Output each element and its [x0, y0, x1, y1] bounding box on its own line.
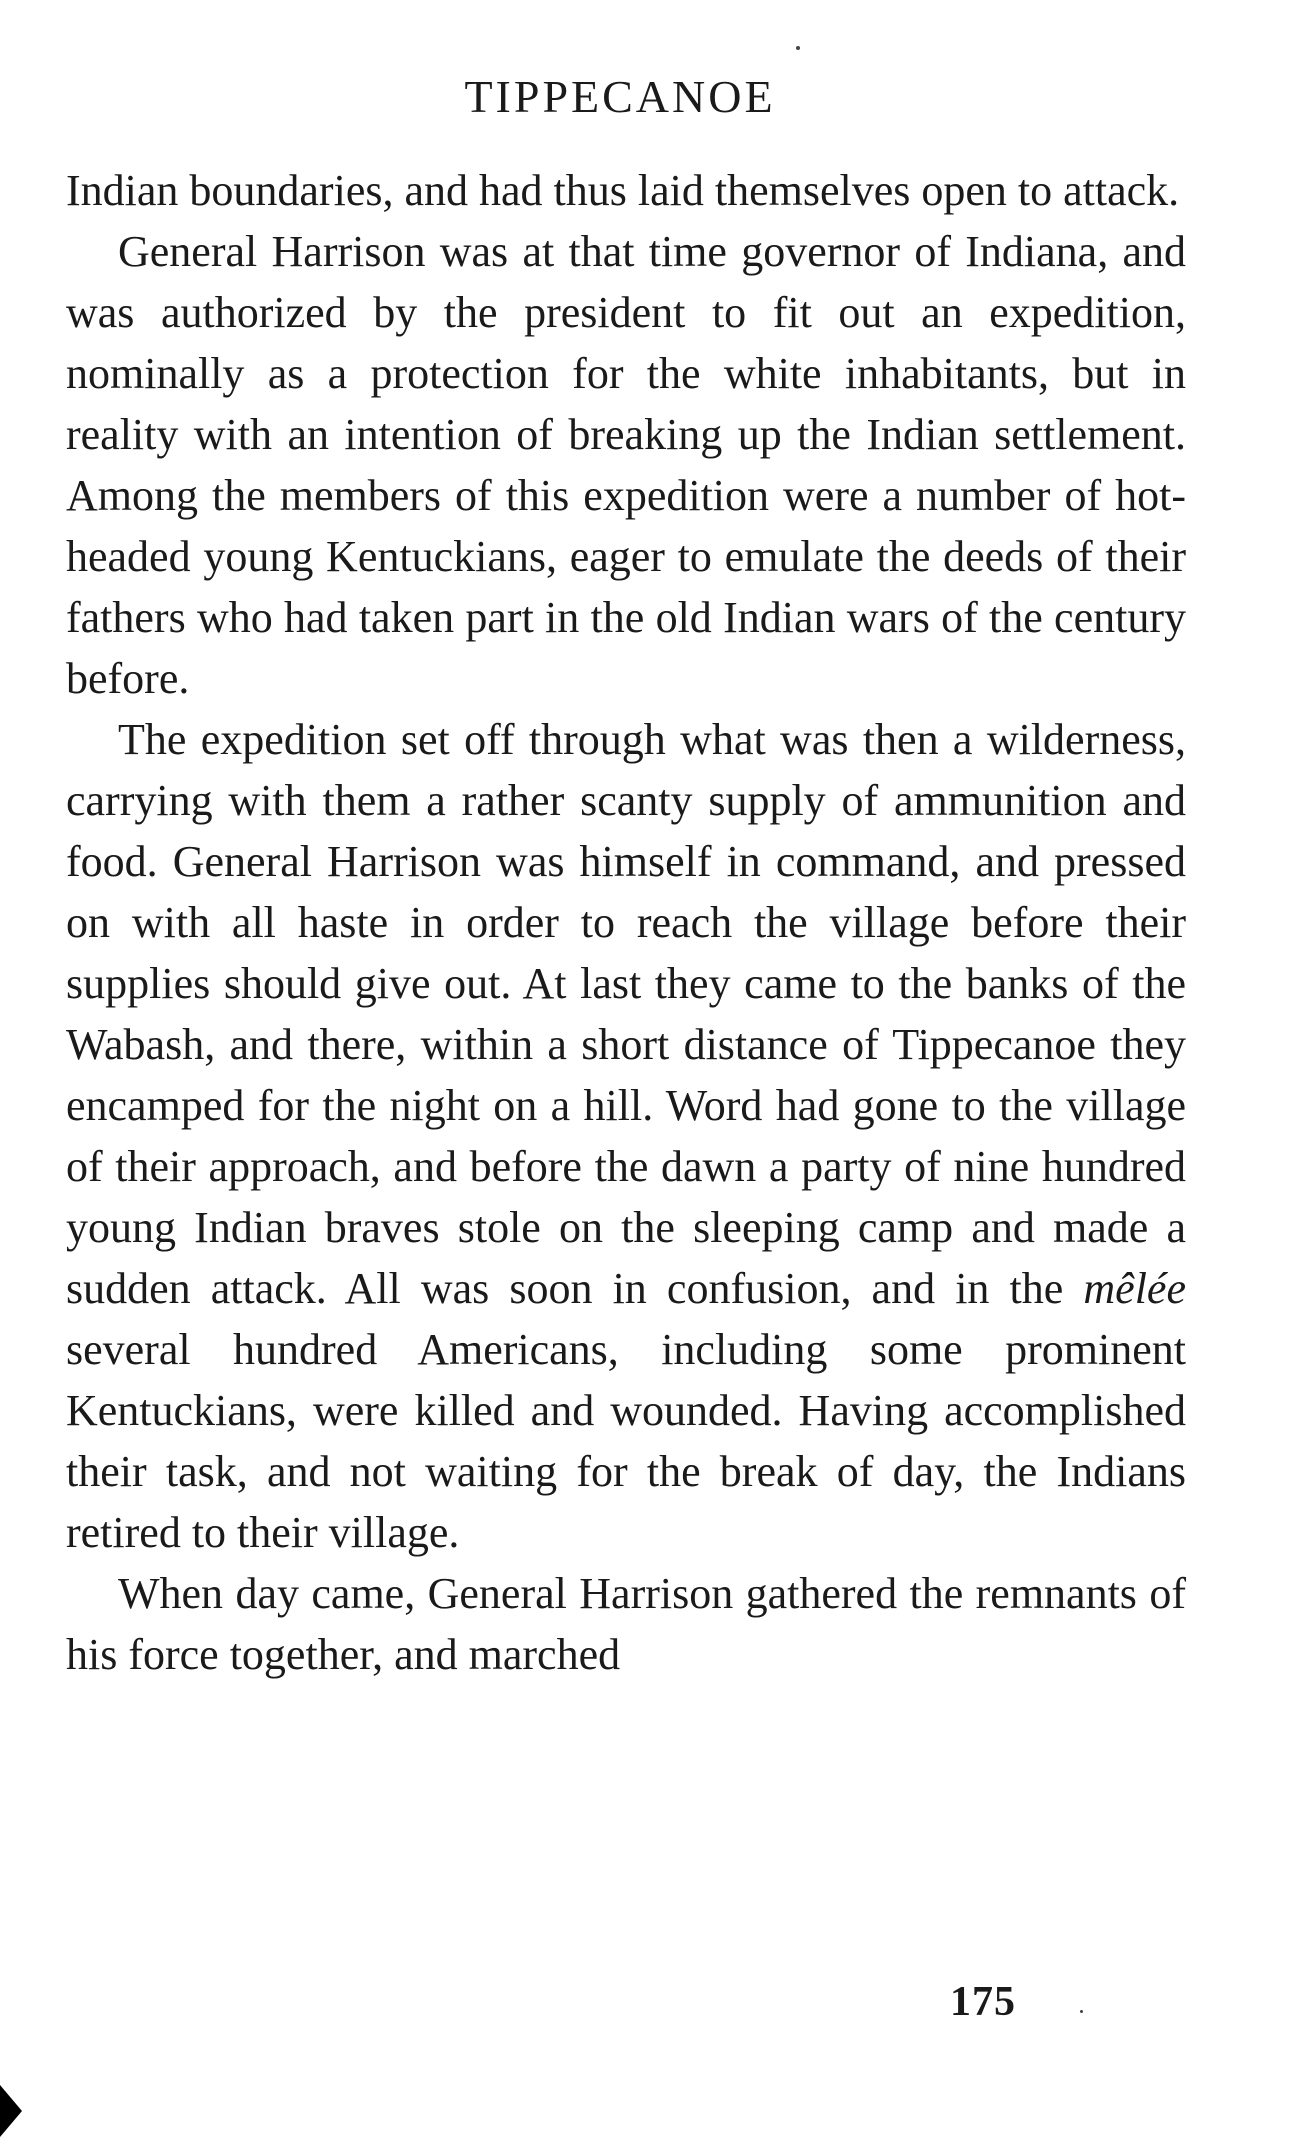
- running-head: TIPPECANOE: [464, 71, 776, 122]
- paragraph-2-text: General Harrison was at that time governor of Indiana, and was authorized by the president to fit out an expedition, nominally as a protection for the white inhabitants, but in reality with an intention of breaking up the Indian settlement. Among the members of this expedition were a number of hot-headed young Kentuckians, eager to emulate the deeds of their fathers who had taken part in the old Indian wars of the century before.: [66, 227, 1186, 703]
- paragraph-3-text-after: several hundred Americans, including some prominent Kentuckians, were killed and wounded. Having accomplished their task, and not waiting for the break of day, the Indians retired to their village.: [66, 1325, 1186, 1557]
- scan-corner-mark: [0, 2085, 22, 2137]
- paragraph-2: [66, 221, 1186, 709]
- paragraph-1: [66, 160, 1186, 221]
- paragraph-1-text: Indian boundaries, and had thus laid themselves open to attack.: [66, 166, 1180, 215]
- paragraph-4-text: When day came, General Harrison gathered the remnants of his force together, and marched: [66, 1569, 1186, 1679]
- paragraph-3-text-before: The expedition set off through what was then a wilderness, carrying with them a rather scanty supply of ammunition and food. General Harrison was himself in command, and pressed on with all haste in order to reach the village before their supplies should give out. At last they came to the banks of the Wabash, and there, within a short distance of Tippecanoe they encamped for the night on a hill. Word had gone to the village of their approach, and before the dawn a party of nine hundred young Indian braves stole on the sleeping camp and made a sudden attack. All was soon in confusion, and in the: [66, 715, 1186, 1313]
- paragraph-4: [66, 1563, 1186, 1685]
- scan-speck: [796, 46, 800, 50]
- paragraph-3-italic-term: mêlée: [1083, 1264, 1186, 1313]
- paragraph-3: [66, 709, 1186, 1563]
- scan-speck: [1080, 2010, 1083, 2013]
- body-text: [66, 160, 1186, 1685]
- page-number: 175: [950, 1979, 1016, 2025]
